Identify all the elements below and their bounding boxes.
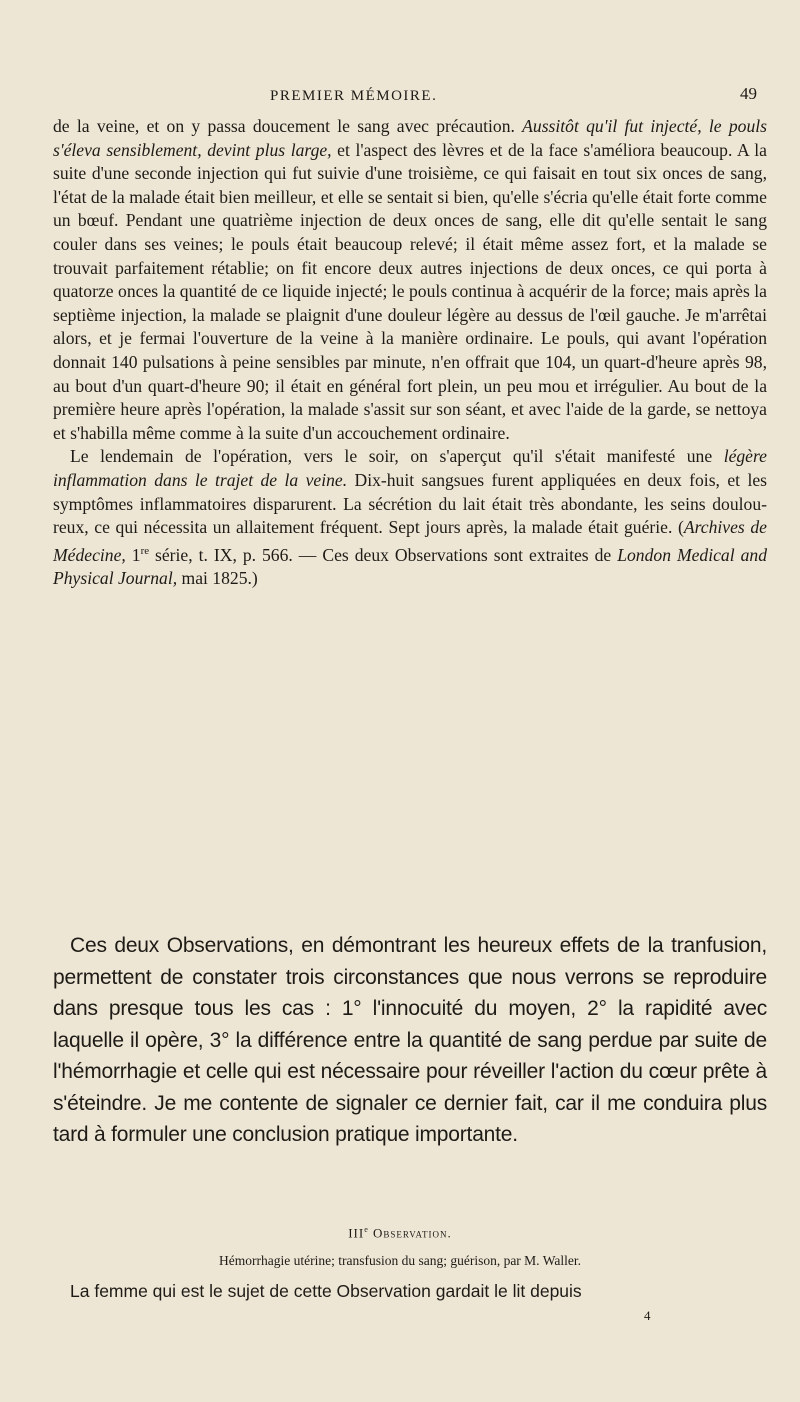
paragraph-2-superscript: re	[140, 544, 150, 557]
paragraph-1-italic: Aussitôt qu'il fut injecté, le pouls s'éleva sensiblement, devint plus large,	[53, 116, 767, 160]
paragraph-2-text-b: Dix-huit sangsues furent appliquées en deux fois, et les symptômes inflammatoires disparurent. La sécrétion du lait était très abondante, les seins doulou-reux, ce qui nécessita un allaitement fréquent. Sept jours après, la malade était guérie. (	[53, 469, 767, 538]
paragraph-2-italic-b: Archives de Médecine,	[53, 517, 767, 565]
large-paragraph	[53, 930, 767, 1151]
observation-number-superscript: e	[364, 1225, 369, 1234]
observation-subtitle: Hémorrhagie utérine; transfusion du sang; guérison, par M. Waller.	[219, 1253, 581, 1268]
paragraph-1-text-a: de la veine, et on y passa doucement le sang avec précaution.	[53, 116, 523, 136]
observation-number: III	[348, 1225, 365, 1241]
paragraph-2	[53, 445, 767, 590]
body-text	[53, 115, 767, 591]
paragraph-1-text-b: et l'aspect des lèvres et de la face s'améliora beaucoup. A la suite d'une seconde injection qui fut suivie d'une troisième, ce qui faisait en tout six onces de sang, l'état de la malade était bien meilleur, et elle se sentait si bien, qu'elle s'écria qu'elle était forte comme un bœuf. Pendant une quatrième injection de deux onces de sang, elle dit qu'elle sentait le sang couler dans ses veines; le pouls était beaucoup relevé; il était même assez fort, et la malade se trouvait parfaitement rétablie; on fit encore deux autres injections de deux onces, ce qui porta à quatorze onces la quantité de ce liquide injecté; le pouls continua à acquérir de la force; mais après la septième injection, la malade se plaignit d'une douleur légère au dessus de l'œil gauche. Je m'arrêtai alors, et je fermai l'ouverture de la veine à la manière ordinaire. Le pouls, qui avant l'opération donnait 140 pulsations à peine sensibles par minute, n'en offrait que 104, un quart-d'heure après 98, au bout d'un quart-d'heure 90; il était en général fort plein, un peu mou et irrégulier. Au bout de la première heure après l'opération, la malade s'assit sur son séant, et avec l'aide de la garde, se nettoya et s'habilla même comme à la suite d'un accouchement ordinaire.	[53, 139, 767, 443]
final-line: La femme qui est le sujet de cette Observation gardait le lit depuis	[70, 1281, 582, 1301]
paragraph-2-italic-a: légère inflammation dans le trajet de la veine.	[53, 446, 767, 490]
signature-mark: 4	[644, 1308, 651, 1323]
paragraph-1	[53, 115, 767, 445]
observation-heading	[0, 1225, 800, 1241]
running-head: PREMIER MÉMOIRE.	[270, 88, 438, 104]
paragraph-2-italic-c: London Medical and Physical Journal,	[53, 544, 767, 589]
paragraph-2-text-a: Le lendemain de l'opération, vers le soir, on s'aperçut qu'il s'était manifesté une	[70, 446, 724, 467]
observation-label: Observation.	[368, 1225, 452, 1241]
paragraph-2-text-c: 1	[125, 544, 141, 565]
paragraph-3: Ces deux Observations, en démontrant les heureux effets de la tranfusion, permettent de constater trois circonstances que nous verrons se reproduire dans presque tous les cas : 1° l'innocuité du moyen, 2° la rapidité avec laquelle il opère, 3° la différence entre la quantité de sang perdue par suite de l'hémorrhagie et celle qui est nécessaire pour réveiller l'action du cœur prête à s'éteindre. Je me contente de signaler ce dernier fait, car il me conduira plus tard à formuler une conclusion pratique importante.	[53, 934, 767, 1146]
paragraph-2-text-e: mai 1825.)	[177, 568, 258, 589]
paragraph-2-text-d: série, t. IX, p. 566. — Ces deux Observations sont extraites de	[149, 544, 618, 565]
page-number: 49	[740, 84, 757, 103]
